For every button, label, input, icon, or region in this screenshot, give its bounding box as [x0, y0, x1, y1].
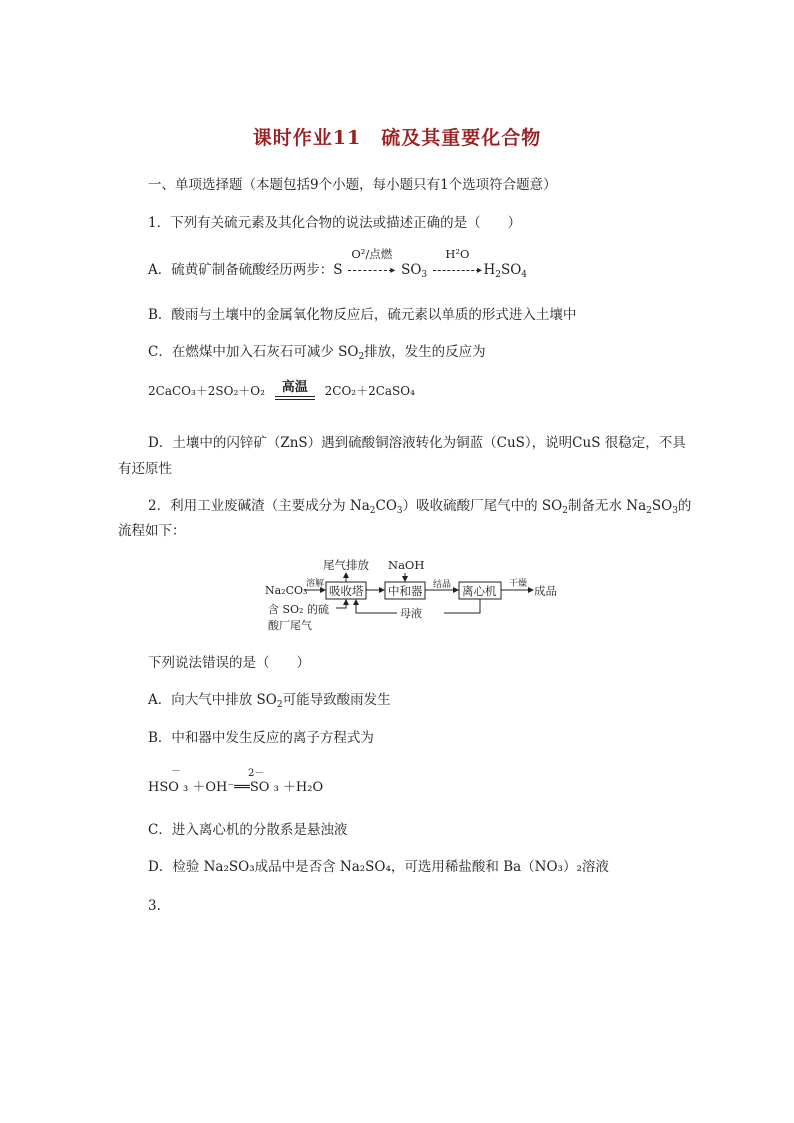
question-2-option-b: B．中和器中发生反应的离子方程式为 — [148, 730, 374, 746]
arrowhead-icon: ▸ — [390, 264, 396, 276]
so2-source-label-1: 含 SO₂ 的硫 — [268, 603, 329, 616]
q2-text-6: 的 — [677, 498, 692, 514]
question-2-stem-line2: 流程如下： — [118, 523, 186, 539]
equation-right-side: 2CO₂＋2CaSO₄ — [324, 384, 415, 398]
arrow-step-2 — [431, 247, 483, 280]
page-title: 课时作业11 硫及其重要化合物 — [252, 127, 542, 149]
q2-text-4: 制备无水 Na — [567, 498, 647, 514]
q2-text-1: 2．利用工业废碱渣（主要成分为 Na — [148, 498, 370, 514]
option-a-prefix: A．硫黄矿制备硫酸经历两步：S — [148, 262, 343, 278]
equals-bar-bottom — [275, 399, 315, 400]
question-1-stem: 1．下列有关硫元素及其化合物的说法或描述正确的是（ ） — [148, 215, 522, 231]
naoh-label: NaOH — [388, 558, 425, 572]
process-flow-diagram — [262, 556, 572, 634]
so3-charge: 2－ — [248, 768, 265, 779]
arrow-mother-liquor-return — [356, 600, 397, 613]
equals-bar-top — [275, 396, 315, 397]
h2so4-subscript-2: 4 — [521, 270, 528, 280]
q2-text-3: ）吸收硫酸厂尾气中的 SO — [402, 498, 563, 514]
q2-sub-1: 2 — [369, 506, 376, 516]
absorber-label: 吸收塔 — [329, 584, 364, 598]
product-label: 成品 — [534, 584, 557, 598]
question-1-option-a — [148, 247, 528, 284]
dissolve-label: 溶解 — [306, 579, 325, 589]
arrowhead-icon: ▸ — [476, 264, 482, 276]
centrifuge-label: 离心机 — [462, 584, 497, 598]
so2-source-label-2: 酸厂尾气 — [268, 619, 312, 632]
equation-condition — [275, 381, 315, 400]
option-c-text-1: C．在燃煤中加入石灰石可减少 SO — [148, 344, 359, 360]
question-1-equation-c — [148, 381, 415, 400]
q2-text-5: SO — [651, 498, 673, 514]
na2co3-label: Na₂CO₃ — [265, 584, 308, 597]
h2so4-subscript-1: 2 — [495, 270, 501, 280]
h2so4-formula-so: SO — [500, 262, 522, 278]
neutralizer-label: 中和器 — [388, 584, 423, 598]
arrow-step-1-condition: O²/点燃 — [351, 247, 393, 261]
hso3-charge: － — [171, 766, 181, 777]
q2-option-a-text-2: 可能导致酸雨发生 — [282, 692, 391, 708]
question-1-option-b: B．酸雨与土壤中的金属氧化物反应后，硫元素以单质的形式进入土壤中 — [148, 307, 577, 323]
arrow-step-1 — [347, 247, 397, 280]
dry-label: 干燥 — [509, 579, 528, 589]
q2-option-a-text-1: A．向大气中排放 SO — [148, 692, 277, 708]
question-1-option-d-line1: D．土壤中的闪锌矿（ZnS）遇到硫酸铜溶液转化为铜蓝（CuS），说明CuS 很稳定，不具 — [148, 435, 686, 451]
arrow-so2-to-absorber — [336, 600, 346, 608]
so3-subscript: 3 — [421, 270, 428, 280]
condition-high-temp: 高温 — [281, 380, 308, 395]
so2-subscript: 2 — [358, 352, 365, 362]
dashed-arrow-line — [433, 270, 479, 271]
question-2-option-a — [148, 691, 391, 714]
q2-option-a-sub: 2 — [276, 700, 283, 710]
q2-sub-4: 2 — [646, 506, 652, 516]
section-heading: 一、单项选择题（本题包括9个小题，每小题只有1个选项符合题意） — [148, 177, 557, 193]
question-2-stem-line1 — [148, 497, 691, 520]
tail-gas-label: 尾气排放 — [323, 558, 369, 572]
q2-text-2: CO — [375, 498, 397, 514]
question-1-option-d-line2: 有还原性 — [118, 461, 172, 477]
mother-liquor-line-right — [444, 599, 480, 613]
question-2-option-c: C．进入离心机的分散系是悬浊液 — [148, 822, 348, 838]
q2-sub-3: 2 — [562, 506, 568, 516]
h2so4-formula-h: H — [483, 262, 496, 278]
ionic-equation: HSO ₃ ＋OH⁻══SO ₃ ＋H₂O — [148, 780, 324, 795]
mother-liquor-label: 母液 — [400, 607, 422, 620]
q2-sub-2: 3 — [396, 506, 403, 516]
question-3-stem: 3. — [148, 898, 161, 914]
crystallize-label: 结晶 — [433, 580, 452, 590]
q2-sub-5: 3 — [672, 506, 678, 516]
question-2-ask: 下列说法错误的是（ ） — [148, 655, 310, 671]
equation-left-side: 2CaCO₃＋2SO₂＋O₂ — [148, 384, 265, 398]
so3-formula: SO — [401, 262, 422, 278]
question-1-option-c — [148, 343, 486, 366]
arrow-step-2-condition: H²O — [445, 247, 470, 261]
question-2-option-d: D．检验 Na₂SO₃成品中是否含 Na₂SO₄，可选用稀盐酸和 Ba（NO₃）₂溶液 — [148, 859, 609, 875]
option-c-text-2: 排放，发生的反应为 — [364, 344, 486, 360]
dashed-arrow-line — [348, 270, 392, 271]
